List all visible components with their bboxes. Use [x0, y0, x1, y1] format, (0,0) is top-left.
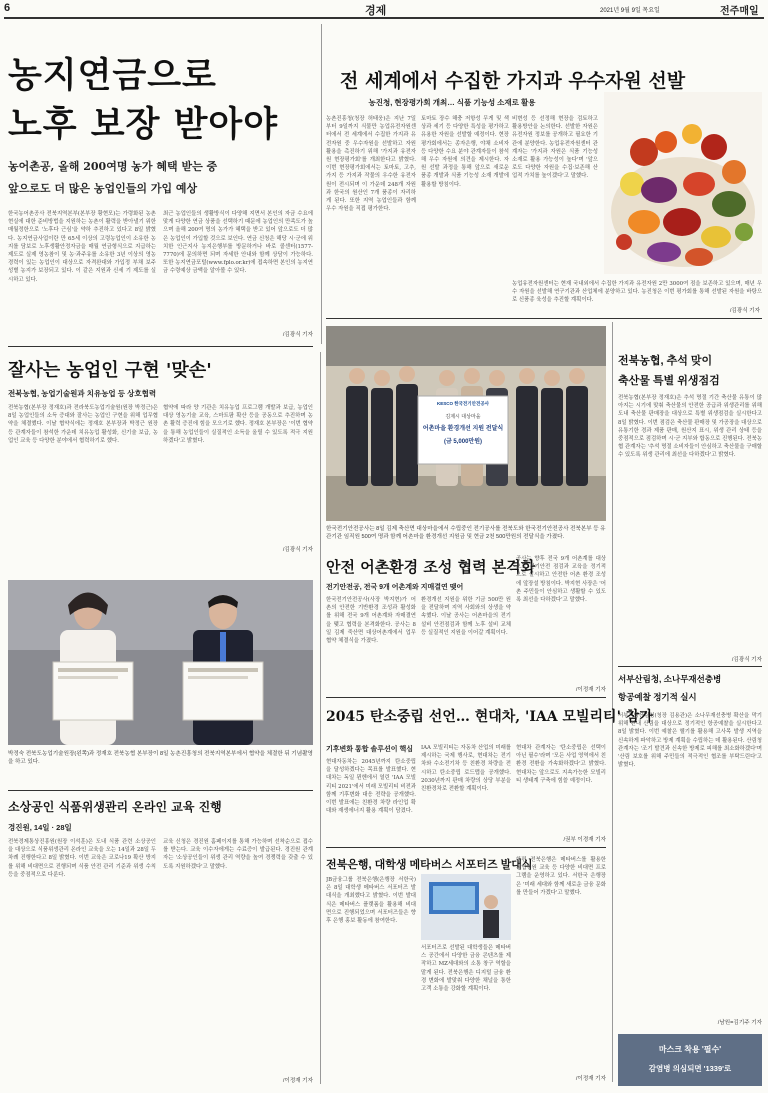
- agreement-illustration: [8, 580, 313, 745]
- top-story-col1: 농촌진흥청(청장 허태웅)은 지난 7일부터 9일까지 식물만 농업유전자원센터에서 전 세계에서 수집한 가지과 유전자원 중 우수자원을 선발하고 자원 활용을 촉진하기 위해 '가지과 유전자원 현장평가회'를 개최한다고 밝혔다. 이번 현장평가회에서는 토마토, 고추, 가지 등 가지과 작물의 우수한 유전자원이 전시되며 이 가운데 248개 자원과 한국의 원산인 7개 품종이 자리하게 된다. 또한 지역 농업인들과 함께 우수 자원을 직접 평가한다.: [326, 116, 416, 213]
- chuseok-headline-1: 전북농협, 추석 맞이: [618, 355, 713, 367]
- bank-byline: /이정재 기자: [575, 1076, 606, 1082]
- lead-headline-1: 농지연금으로: [8, 55, 217, 96]
- bank-col1: JB금융그룹 전북은행(은행장 서한국)은 8일 대학생 메타버스 서포터즈 발대식을 개최했다고 밝혔다. 이번 발대식은 메타버스 플랫폼을 활용해 비대면으로 진행되었으며 서포터즈들은 향후 은행 홍보 활동에 참여한다.: [326, 877, 416, 925]
- metaverse-illustration: [421, 874, 511, 940]
- divider-v-lead: [321, 24, 322, 344]
- card-logo: KESCO 한국전기안전공사: [436, 401, 490, 406]
- safety-col2: 환경개선 지원을 위한 기금 500만 원을 전달하며 지역 사회와의 상생을 약속했다. 이날 공사는 어촌마을의 전기설비 안전점검과 함께 노후 설비 교체 등 실질적인 지원을 이어갈 계획이다.: [421, 597, 511, 636]
- chuseok-byline: /김광식 기자: [731, 657, 762, 663]
- story2-col2: 협약에 따라 양 기관은 치유농업 프로그램 개발과 보급, 농업인 대상 영농기술 교육, 스마트팜 확산 등을 공동으로 추진하며 농촌 활력 증진에 힘을 모으기로 했다. 정재호 본부장은 '이번 협약을 통해 농업인들이 실질적인 소득을 올릴 수 있도록 적극 지원하겠다'고 밝혔다.: [163, 405, 313, 444]
- lead-deck-2: 앞으로도 더 많은 농업인들의 가입 예상: [8, 182, 198, 195]
- story2-col1: 전북농협(본부장 정재호)과 전라북도농업기술원(원장 박정근)은 8일 농업인들의 소득 증대와 잘사는 농업인 구현을 위해 업무협약을 체결했다. 이날 협약식에는 정재호 본부장과 박정근 원장 등 관계자들이 참석한 가운데 치유농업 활성화, 신기술 보급, 농업인 교육 등 다양한 분야에서 협력하기로 했다.: [8, 405, 158, 444]
- divider-right-1: [618, 666, 762, 667]
- divider-left-2: [8, 790, 313, 791]
- food-col1: 전북경제통상진흥원(원장 이석훈)은 도내 식품 관련 소상공인을 대상으로 식품위생관리 온라인 교육을 오는 14일과 28일 두 차례 진행한다고 8일 밝혔다. 이번 교육은 코로나19 확산 방지를 위해 비대면으로 진행되며 식품 안전 관리 기준과 위생 수칙 등을 중점적으로 다룬다.: [8, 839, 156, 878]
- card-line-2: 어촌마을 환경개선 지원 전달식: [422, 426, 504, 432]
- mask-ad-line-1: 마스크 착용 '필수': [658, 1045, 722, 1054]
- hyundai-col2: IAA 모빌리티는 자동차 산업의 미래를 제시하는 국제 행사로, 현대차는 전기차와 수소전기차 등 친환경 차량을 전시하고 탄소중립 로드맵을 공개했다. 2030년까지 판매 차량의 상당 부분을 친환경차로 전환할 계획이다.: [421, 745, 511, 793]
- group-photo-caption: 한국전기안전공사는 8일 김제 축산면 대상마을에서 수립중인 전기공사를 전북도와 한국전기안전공사 전북본부 등 유관기관 임직원 500여 명과 함께 어촌마을 환경개선 지원금 및 현금 2천 500만원의 전달식을 가졌다.: [326, 526, 606, 540]
- section-title: 경제: [365, 5, 387, 17]
- divider-center-1: [326, 697, 606, 698]
- metaverse-photo: [421, 874, 511, 940]
- hyundai-col1: 현대자동차는 2045년까지 탄소중립을 달성하겠다는 목표를 발표했다. 현대차는 독일 뮌헨에서 열린 'IAA 모빌리티 2021'에서 미래 모빌리티 비전과 함께 기후변화 대응 전략을 공개했다. 이번 발표에는 친환경 차량 라인업 확대와 재생에너지 활용 계획이 담겼다.: [326, 759, 416, 815]
- group-photo: [326, 326, 606, 521]
- lead-byline: /김광식 기자: [282, 332, 313, 338]
- lead-body-right: 최근 농업인들의 생활방식이 다양해 지면서 본인의 자금 수요에 맞게 다양한 연금 상품을 선택하기 때문에 농업인의 만족도가 높으며 올해 200여 명의 농가가 혜택을 받고 있어 앞으로도 더 많은 농업인이 가입할 것으로 보인다. 연금 신청은 해당 시·군에 위치한 인근지사 농지은행부를 방문하거나 바로 콜센터(1577-7770)에 문의하면 되며 자세한 안내와 함께 상담이 가능하다. 또한 농지연금포털(www.fplo.or.kr)에 접속하면 본인의 농지연금 수령예상 금액을 알아볼 수 있다.: [163, 211, 313, 275]
- bank-headline: 전북은행, 대학생 메타버스 서포터즈 발대식: [326, 859, 533, 871]
- chuseok-body: 전북농협(본부장 정재호)은 추석 명절 기간 축산물 유통이 많아지는 시기에 맞춰 축산물의 안전한 공급과 위생관리를 위해 도내 축산물 판매장을 대상으로 특별 위생점검을 실시한다고 8일 밝혔다. 이번 점검은 축산물 판매장 및 가공장을 대상으로 유통기한 경과 제품 판매, 원산지 표시, 위생 관리 상태 등을 중점적으로 점검하며 시·군 지부와 합동으로 진행된다. 전북농협 관계자는 '추석 명절 소비자들이 안심하고 축산물을 구매할 수 있도록 위생 관리에 최선을 다하겠다'고 밝혔다.: [618, 395, 762, 459]
- paper-name: 전주매일: [720, 6, 759, 17]
- bank-col3: 한편 전북은행은 메타버스를 활용한 신입행원 교육 등 다양한 비대면 프로그램을 운영하고 있다. 서한국 은행장은 '미래 세대와 함께 새로운 금융 문화를 만들어 가겠다'고 말했다.: [516, 857, 606, 896]
- masthead: [0, 0, 768, 16]
- top-story-col3: 비변성 등 선정해 현장을 검토하고 활용방안을 논의한다. 선발한 자원은 유전자원 정보를 공개하고 필요한 기관에 분양한다. 농업유전자원센터 관계자는 '가지과 자원은 식품 기능성 소재로 활용 가능성이 높다'며 '앞으로도 다양한 자원을 수집·보존해 산업적 가치를 높이겠다'고 말했다.: [512, 116, 598, 180]
- hyundai-headline: 2045 탄소중립 선언… 현대차, 'IAA 모빌리티' 참가: [326, 709, 653, 725]
- divider-left-1: [8, 346, 313, 347]
- food-deck: 경진원, 14일 · 28일: [8, 823, 72, 832]
- top-story-col4: 농업유전자원센터는 현재 국내외에서 수집한 가지과 유전자원 2만 3000여 점을 보존하고 있으며, 매년 우수 자원을 선발해 연구기관과 산업체에 분양하고 있다. 농진청은 이번 평가회를 통해 선발된 자원을 바탕으로 신품종 육성을 추진할 계획이다.: [512, 281, 762, 304]
- food-col2: 교육 신청은 경진원 홈페이지를 통해 가능하며 선착순으로 접수를 받는다. 교육 이수자에게는 수료증이 발급된다. 경진원 관계자는 '소상공인들이 위생 관리 역량을 높여 경쟁력을 갖출 수 있도록 지원하겠다'고 말했다.: [163, 839, 313, 870]
- agreement-photo: [8, 580, 313, 745]
- divider-v-lower: [320, 352, 321, 1084]
- story2-headline: 잘사는 농업인 구현 '맞손': [8, 360, 212, 381]
- hyundai-col3: 현대차 관계자는 '탄소중립은 선택이 아닌 필수'라며 '모든 사업 영역에서 친환경 전환을 가속화하겠다'고 밝혔다. 현대차는 앞으로도 지속가능한 모빌리티 생태계 구축에 힘쓸 예정이다.: [516, 745, 606, 784]
- divider-top-right: [326, 318, 762, 319]
- card-line-1: 김제시 대상마을: [445, 414, 481, 420]
- issue-date: 2021년 9월 9일 목요일: [600, 8, 660, 14]
- food-byline: /이정재 기자: [282, 1078, 313, 1084]
- safety-byline: /이정재 기자: [575, 687, 606, 693]
- forest-headline-2: 항공예찰 정기적 실시: [618, 692, 697, 702]
- vegetable-photo: [604, 92, 762, 274]
- safety-deck: 전기안전공, 전국 9개 어촌계와 지매결연 맺어: [326, 584, 464, 591]
- safety-col3: 공사는 향후 전국 9개 어촌계를 대상으로 전기안전 점검과 교육을 정기적으로 실시하고 안전한 어촌 환경 조성에 앞장설 방침이다. 박지현 사장은 '어촌 주민들이 안심하고 생활할 수 있도록 최선을 다하겠다'고 말했다.: [516, 556, 606, 604]
- hyundai-byline: /권부 이경재 기자: [563, 837, 606, 843]
- hyundai-deck: 기후변화 통합 솔루션이 핵심: [326, 746, 413, 753]
- bank-col2: 서포터즈로 선발된 대학생들은 메타버스 공간에서 다양한 금융 콘텐츠를 제작하고 MZ세대와의 소통 창구 역할을 맡게 된다. 전북은행은 디지털 금융 환경 변화에 발맞춰 다양한 채널을 통한 고객 소통을 강화할 계획이다.: [421, 945, 511, 993]
- lead-deck-1: 농어촌공, 올해 200여명 농가 혜택 받는 중: [8, 160, 218, 173]
- divider-v-right: [612, 322, 613, 1082]
- divider-center-2: [326, 847, 606, 848]
- agreement-photo-caption: 박정숙 전북도농업기술원장(왼쪽)과 정재호 전북농협 본부장이 8일 농촌진흥청의 전북지역본부에서 협약을 체결한 뒤 기념촬영을 하고 있다.: [8, 751, 313, 765]
- top-story-deck: 농진청, 현장평가회 개최… 식품 기능성 소재로 활용: [368, 98, 536, 107]
- top-story-byline: /김광식 기자: [729, 308, 760, 314]
- masthead-rule: [4, 17, 764, 19]
- mask-ad: [618, 1034, 762, 1086]
- card-amount: (금 5,000만원): [443, 439, 483, 445]
- top-story-headline: 전 세계에서 수집한 가지과 우수자원 선발: [340, 70, 686, 92]
- lead-body-left: 한국농어촌공사 전북지역본부(본부장 황현모)는 가령화된 농촌현실에 대한 준비방법을 지원하는 농촌이 활력을 받아낼기 위한 매월정한으로 '노후다 근심'을 약하 추진하고 있다고 8일 밝혔다. 농지연금사업이란 만 65세 이상의 고령농업인이 소유한 농지를 담보로 노후생활안정자금을 매월 연금형식으로 지급하는 제도로 실제 영농참이 및 농·과주유를 소유한 3년 이상의 영농경력이 있는 농업인이 대상으로 자격완대와 가입정 부채 보주 성별 농지가 보장되고 있다. 이 같은 지원과 신세 기 제도를 실시하고 있다.: [8, 211, 156, 283]
- forest-headline-1: 서부산림청, 소나무재선충병: [618, 674, 722, 684]
- forest-body: 서부지방산림청(청장 김용관)은 소나무재선충병 확산을 막기 위해 관내 산림을 대상으로 정기적인 항공예찰을 실시한다고 8일 밝혔다. 이번 예찰은 헬기를 활용해 고사목 발생 지역을 신속하게 파악하고 방제 계획을 수립하는 데 활용된다. 산림청 관계자는 '조기 발견과 신속한 방제로 피해를 최소화하겠다'며 '산림 보호를 위해 주민들의 적극적인 협조를 부탁드린다'고 밝혔다.: [618, 713, 762, 769]
- vegetable-illustration: [604, 92, 762, 274]
- story2-deck: 전북농협, 농업기술원과 치유농업 등 상호협력: [8, 389, 157, 398]
- forest-byline: /남원=김기주 기자: [717, 1020, 762, 1026]
- safety-col1: 한국전기안전공사(사장 박지현)가 어촌의 안전한 기반환경 조성과 활성화를 위해 전국 9개 어촌계와 자매결연을 맺고 협력을 본격화한다. 공사는 8일 김제 죽산면 대상어촌계에서 업무협약 체결식을 가졌다.: [326, 597, 416, 645]
- page-number: 6: [4, 2, 11, 14]
- safety-headline: 안전 어촌환경 조성 협력 본격화: [326, 558, 536, 576]
- top-story-col2: 토마토 장수 해충 저항성 무게 및 색상과 세기 등 다양한 특성을 평가하고 유용한 자원을 선발할 예정이다. 현장평가회에서는 종자은행, 야채 소비자 등 다양한 수요 분야 관계자들이 참석해 우수 자원에 의견을 제시한다. 자원 선발 과정을 통해 앞으로 새로운 품종 개발과 식품 기능성 소재 개발에 활용할 방침이다.: [421, 116, 509, 188]
- chuseok-headline-2: 축산물 특별 위생점검: [618, 375, 720, 387]
- food-headline: 소상공인 식품위생관리 온라인 교육 진행: [8, 800, 222, 814]
- donation-card: [420, 398, 506, 462]
- story2-byline: /김광식 기자: [282, 547, 313, 553]
- mask-ad-line-2: 감염병 의심되면 '1339'로: [648, 1064, 732, 1073]
- lead-headline-2: 노후 보장 받아야: [8, 104, 279, 145]
